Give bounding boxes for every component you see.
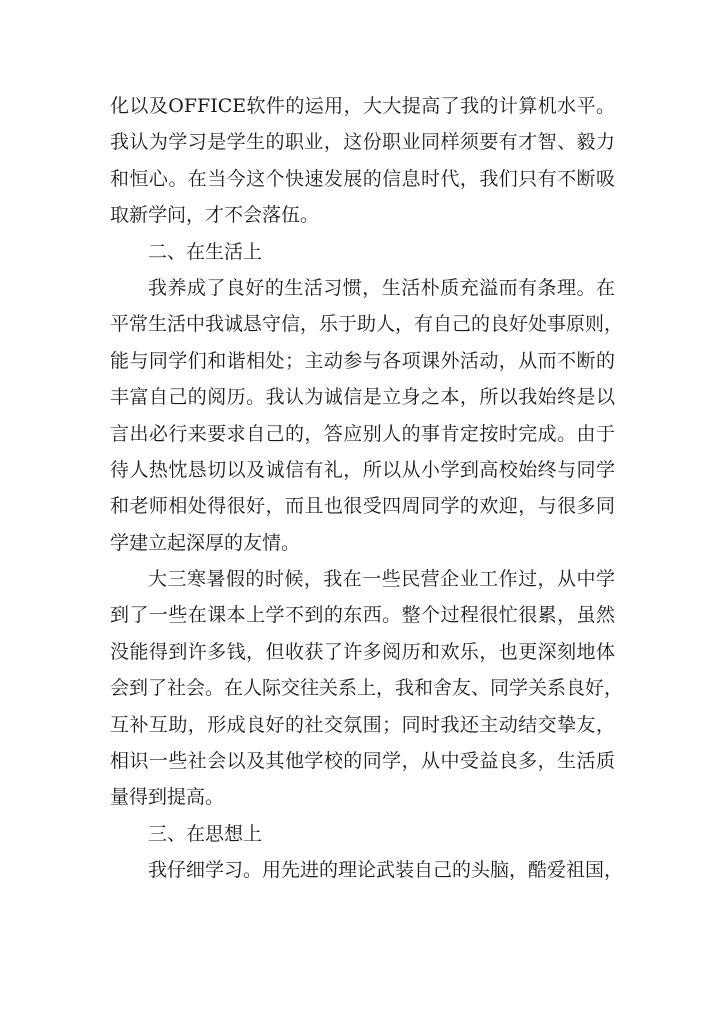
text-line: 会到了社会。在人际交往关系上，我和舍友、同学关系良好，	[110, 677, 624, 700]
document-page	[110, 88, 624, 889]
text-line: 到了一些在课本上学不到的东西。整个过程很忙很累，虽然	[110, 604, 615, 627]
text-line: 我认为学习是学生的职业，这份职业同样须要有才智、毅力	[110, 131, 615, 154]
text-line: 平常生活中我诚恳守信，乐于助人，有自己的良好处事原则，	[110, 313, 624, 336]
text-line: 化以及OFFICE软件的运用，大大提高了我的计算机水平。	[110, 95, 615, 117]
text-line: 和老师相处得很好，而且也很受四周同学的欢迎，与很多同	[110, 495, 615, 518]
text-line: 待人热忱恳切以及诚信有礼，所以从小学到高校始终与同学	[110, 458, 615, 481]
text-line: 和恒心。在当今这个快速发展的信息时代，我们只有不断吸	[110, 167, 615, 190]
text-line: 学建立起深厚的友情。	[110, 531, 301, 554]
section-heading-thought: 三、在思想上	[148, 822, 263, 845]
text-line: 我养成了良好的生活习惯，生活朴质充溢而有条理。在	[148, 276, 615, 299]
text-line: 相识一些社会以及其他学校的同学，从中受益良多，生活质	[110, 750, 615, 773]
section-heading-life: 二、在生活上	[148, 240, 263, 263]
text-line: 言出必行来要求自己的，答应别人的事肯定按时完成。由于	[110, 422, 615, 445]
text-line: 没能得到许多钱，但收获了许多阅历和欢乐，也更深刻地体	[110, 640, 615, 663]
text-line: 我仔细学习。用先进的理论武装自己的头脑，酷爱祖国，	[148, 859, 624, 882]
text-line: 能与同学们和谐相处；主动参与各项课外活动，从而不断的	[110, 349, 615, 372]
text-line: 大三寒暑假的时候，我在一些民营企业工作过，从中学	[148, 568, 615, 591]
text-line: 取新学问，才不会落伍。	[110, 204, 320, 227]
text-line: 互补互助，形成良好的社交氛围；同时我还主动结交挚友，	[110, 713, 615, 736]
text-line: 丰富自己的阅历。我认为诚信是立身之本，所以我始终是以	[110, 386, 615, 409]
text-line: 量得到提高。	[110, 786, 225, 809]
